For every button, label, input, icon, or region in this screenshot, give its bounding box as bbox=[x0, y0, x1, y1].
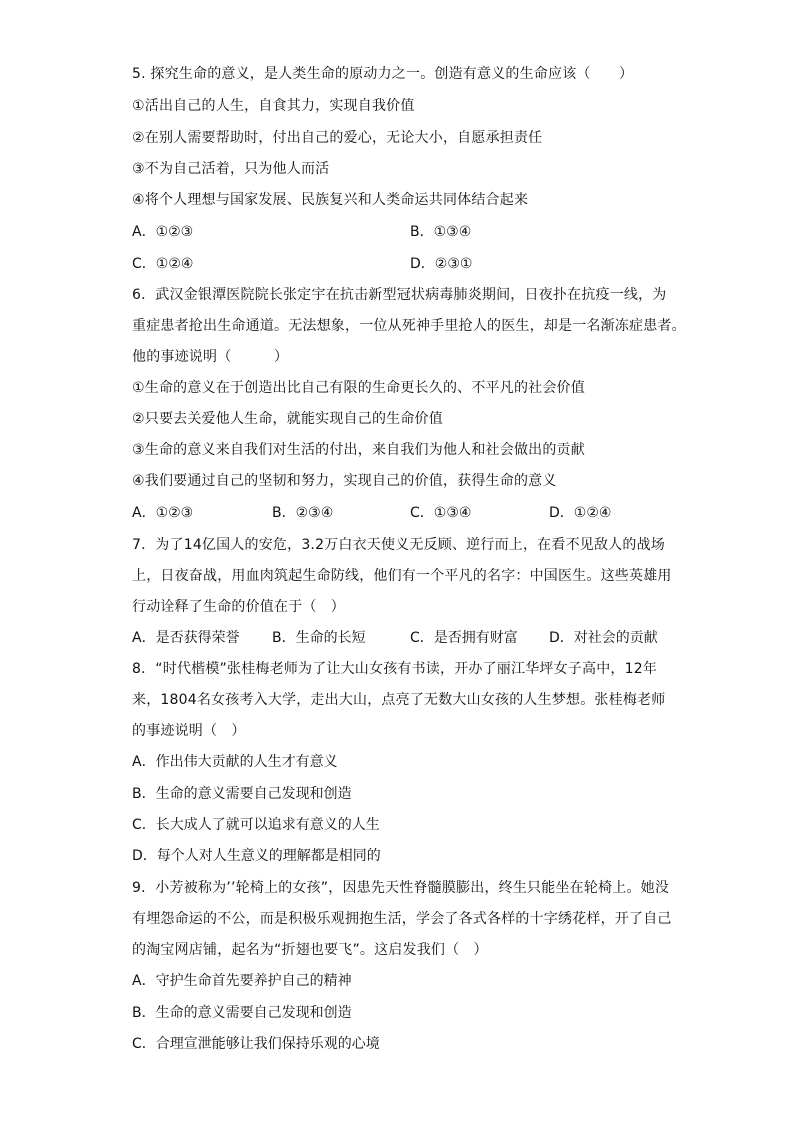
question-5-option-a[interactable]: A．①②③ bbox=[132, 224, 194, 240]
question-7-option-c[interactable]: C．是否拥有财富 bbox=[410, 630, 518, 646]
question-9-stem-line-1: 9．小芳被称为’’轮椅上的女孩”，因患先天性脊髓膜膨出，终生只能坐在轮椅上。她没 bbox=[132, 880, 670, 896]
question-5-option-d[interactable]: D．②③① bbox=[410, 256, 473, 272]
question-9-option-c[interactable]: C．合理宣泄能够让我们保持乐观的心境 bbox=[132, 1036, 380, 1052]
question-9-option-a[interactable]: A．守护生命首先要养护自己的精神 bbox=[132, 973, 352, 989]
question-6-stem-line-2: 重症患者抢出生命通道。无法想象，一位从死神手里抢人的医生，却是一名渐冻症患者。 bbox=[132, 318, 686, 334]
question-6-statement-4: ④我们要通过自己的坚韧和努力，实现自己的价值，获得生命的意义 bbox=[132, 473, 557, 489]
question-8-stem-line-3: 的事迹说明（ ） bbox=[132, 723, 246, 739]
question-6-statement-1: ①生命的意义在于创造出比自己有限的生命更长久的、不平凡的社会价值 bbox=[132, 380, 585, 396]
question-6-option-c[interactable]: C．①③④ bbox=[410, 505, 472, 521]
question-8-option-a[interactable]: A．作出伟大贡献的人生才有意义 bbox=[132, 754, 338, 770]
question-8-option-b[interactable]: B．生命的意义需要自己发现和创造 bbox=[132, 786, 352, 802]
question-8-option-c[interactable]: C．长大成人了就可以追求有意义的人生 bbox=[132, 817, 380, 833]
question-7-stem-line-2: 上，日夜奋战，用血肉筑起生命防线，他们有一个平凡的名字：中国医生。这些英雄用 bbox=[132, 568, 672, 584]
question-8-stem-line-2: 来，1804名女孩考入大学，走出大山，点亮了无数大山女孩的人生梦想。张桂梅老师 bbox=[132, 692, 666, 708]
question-7-stem-line-3: 行动诠释了生命的价值在于（ ） bbox=[132, 599, 345, 615]
question-8-stem-line-1: 8．“时代楷模”张桂梅老师为了让大山女孩有书读，开办了丽江华坪女子高中，12年 bbox=[132, 661, 658, 677]
question-9-option-b[interactable]: B．生命的意义需要自己发现和创造 bbox=[132, 1005, 352, 1021]
question-5-statement-4: ④将个人理想与国家发展、民族复兴和人类命运共同体结合起来 bbox=[132, 192, 529, 208]
question-6-option-b[interactable]: B．②③④ bbox=[272, 505, 334, 521]
question-5-statement-1: ①活出自己的人生，自食其力，实现自我价值 bbox=[132, 98, 415, 114]
question-6-stem-line-1: 6．武汉金银潭医院院长张定宇在抗击新型冠状病毒肺炎期间，日夜扑在抗疫一线，为 bbox=[132, 287, 667, 303]
question-7-option-a[interactable]: A．是否获得荣誉 bbox=[132, 630, 240, 646]
question-6-option-a[interactable]: A．①②③ bbox=[132, 505, 194, 521]
question-5-statement-2: ②在别人需要帮助时，付出自己的爱心，无论大小，自愿承担责任 bbox=[132, 130, 543, 146]
question-7-option-b[interactable]: B．生命的长短 bbox=[272, 630, 366, 646]
question-5-statement-3: ③不为自己活着，只为他人而活 bbox=[132, 161, 330, 177]
question-7-stem-line-1: 7．为了14亿国人的安危，3.2万白衣天使义无反顾、逆行而上，在看不见敌人的战场 bbox=[132, 537, 665, 553]
question-6-statement-3: ③生命的意义来自我们对生活的付出，来自我们为他人和社会做出的贡献 bbox=[132, 442, 585, 458]
question-9-stem-line-2: 有埋怨命运的不公，而是积极乐观拥抱生活，学会了各式各样的十字绣花样，开了自己 bbox=[132, 911, 672, 927]
question-8-option-d[interactable]: D．每个人对人生意义的理解都是相同的 bbox=[132, 848, 381, 864]
question-6-option-d[interactable]: D．①②④ bbox=[549, 505, 612, 521]
question-7-option-d[interactable]: D．对社会的贡献 bbox=[549, 630, 658, 646]
question-5-option-b[interactable]: B．①③④ bbox=[410, 224, 472, 240]
question-9-stem-line-3: 的淘宝网店铺，起名为“折翅也要飞”。这启发我们（ ） bbox=[132, 942, 488, 958]
question-5-stem: 5. 探究生命的意义，是人类生命的原动力之一。创造有意义的生命应该（ ） bbox=[132, 66, 634, 82]
question-6-statement-2: ②只要去关爱他人生命，就能实现自己的生命价值 bbox=[132, 411, 443, 427]
question-6-stem-line-3: 他的事迹说明（ ） bbox=[132, 349, 289, 365]
question-5-option-c[interactable]: C．①②④ bbox=[132, 256, 194, 272]
